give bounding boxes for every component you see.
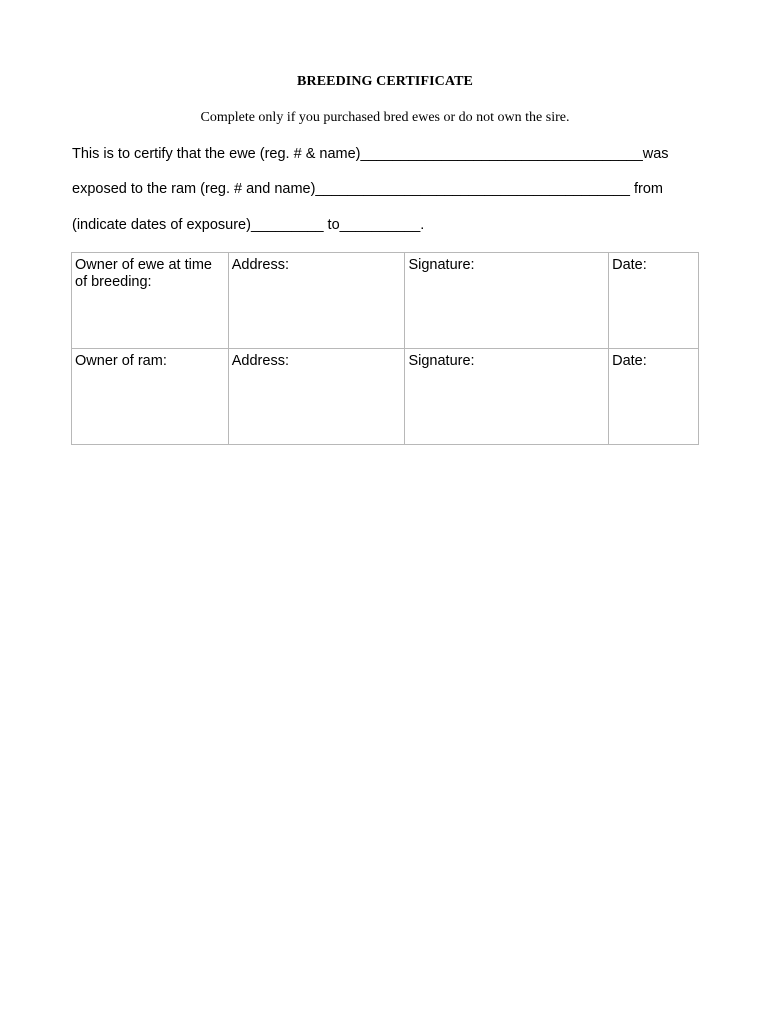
ewe-name-blank[interactable]: ___________________________________ bbox=[360, 146, 643, 162]
exposure-start-blank[interactable]: _________ bbox=[250, 217, 324, 233]
ewe-certification-line bbox=[72, 146, 669, 162]
ram-label: exposed to the ram (reg. # and name) bbox=[72, 181, 316, 197]
ram-name-blank[interactable]: _______________________________________ bbox=[315, 181, 630, 197]
exposure-dates-label: (indicate dates of exposure) bbox=[72, 217, 251, 233]
owners-table bbox=[71, 252, 699, 445]
ram-owner-signature-cell[interactable]: Signature: bbox=[405, 349, 609, 445]
subtitle: Complete only if you purchased bred ewes or do not own the sire. bbox=[200, 110, 570, 125]
ram-owner-address-cell[interactable]: Address: bbox=[228, 349, 405, 445]
ewe-suffix: was bbox=[642, 146, 669, 162]
period-mark: . bbox=[420, 217, 425, 233]
exposure-end-blank[interactable]: __________ bbox=[339, 217, 421, 233]
ram-suffix: from bbox=[629, 181, 663, 197]
exposure-dates-line bbox=[72, 217, 424, 233]
to-label: to bbox=[323, 217, 340, 233]
table-row bbox=[72, 253, 699, 349]
owner-of-ram-cell[interactable]: Owner of ram: bbox=[72, 349, 229, 445]
ram-owner-date-cell[interactable]: Date: bbox=[609, 349, 699, 445]
table-row bbox=[72, 349, 699, 445]
ewe-label: This is to certify that the ewe (reg. # & name) bbox=[72, 146, 361, 162]
page-title: BREEDING CERTIFICATE bbox=[297, 74, 473, 89]
ewe-owner-signature-cell[interactable]: Signature: bbox=[405, 253, 609, 349]
ewe-owner-address-cell[interactable]: Address: bbox=[228, 253, 405, 349]
ewe-owner-date-cell[interactable]: Date: bbox=[609, 253, 699, 349]
owner-of-ewe-cell[interactable]: Owner of ewe at time of breeding: bbox=[72, 253, 229, 349]
ram-exposure-line bbox=[72, 181, 663, 197]
